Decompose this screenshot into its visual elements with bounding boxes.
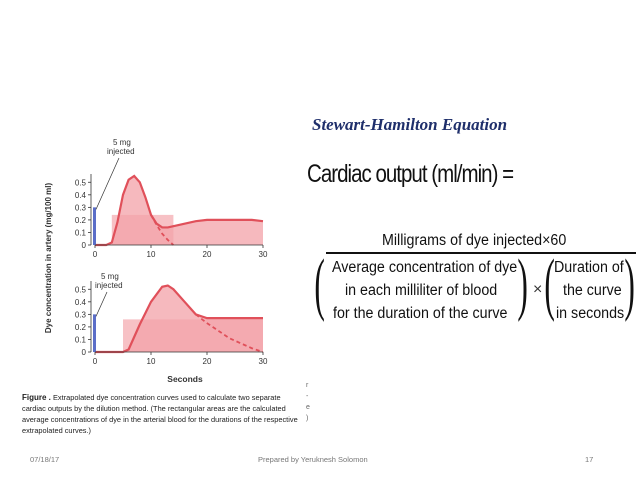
x-tick-label: 20 bbox=[202, 357, 212, 366]
slide-title: Stewart-Hamilton Equation bbox=[312, 115, 508, 134]
figure-caption bbox=[22, 392, 302, 436]
denominator-left-line-2: in each milliliter of blood bbox=[345, 282, 498, 299]
y-axis-label: Dye concentration in artery (mg/100 ml) bbox=[44, 182, 53, 334]
injected-annotation: injected bbox=[95, 281, 123, 290]
annotation-pointer bbox=[96, 158, 119, 209]
x-tick-label: 30 bbox=[258, 250, 268, 259]
equation-numerator bbox=[382, 232, 566, 250]
denominator-right-line-1: Duration of bbox=[554, 259, 624, 276]
injection-bar bbox=[93, 314, 96, 352]
y-tick-label: 0.3 bbox=[74, 310, 86, 320]
injection-bar bbox=[93, 207, 96, 245]
y-tick-label: 0 bbox=[81, 348, 86, 357]
injected-annotation: injected bbox=[107, 147, 135, 156]
panel-top bbox=[75, 138, 268, 259]
injected-annotation: 5 mg bbox=[101, 272, 119, 281]
right-paren-open: ( bbox=[544, 246, 555, 323]
x-tick-label: 10 bbox=[146, 250, 156, 259]
denominator-left-line-1: Average concentration of dye bbox=[332, 259, 518, 276]
injected-annotation: 5 mg bbox=[113, 138, 131, 147]
numerator-text: Milligrams of dye injected bbox=[382, 232, 543, 249]
y-tick-label: 0.2 bbox=[74, 322, 86, 332]
y-tick-label: 0.3 bbox=[74, 203, 86, 213]
fraction-line bbox=[326, 252, 636, 254]
x-tick-label: 30 bbox=[258, 357, 268, 366]
x-tick-label: 20 bbox=[202, 250, 212, 259]
left-paren-close: ) bbox=[517, 246, 528, 323]
y-tick-label: 0.5 bbox=[74, 285, 86, 295]
caption-text: Extrapolated dye concentration curves used to calculate two separate cardiac outputs by the dilution method. (The rectangular areas are the calculated average concentrations of dye in the arterial blood for the durations of the respective extrapolated curves.) bbox=[22, 393, 298, 435]
y-tick-label: 0.2 bbox=[74, 215, 86, 225]
x-tick-label: 10 bbox=[146, 357, 156, 366]
dye-curves-svg bbox=[15, 138, 305, 388]
side-marks: r - e ) bbox=[306, 382, 310, 422]
annotation-pointer bbox=[96, 292, 107, 316]
footer-author: Prepared by Yeruknesh Solomon bbox=[258, 455, 368, 464]
y-tick-label: 0.4 bbox=[74, 297, 86, 307]
times-sign: × bbox=[533, 281, 543, 298]
x-tick-label: 0 bbox=[92, 357, 98, 366]
y-tick-label: 0 bbox=[81, 241, 86, 250]
panel-bottom bbox=[75, 272, 268, 366]
right-paren-close: ) bbox=[624, 246, 635, 323]
y-tick-label: 0.1 bbox=[74, 228, 86, 238]
left-paren-open: ( bbox=[314, 246, 325, 323]
denominator-right-line-2: the curve bbox=[563, 282, 622, 299]
y-tick-label: 0.1 bbox=[74, 335, 86, 345]
times-sixty: ×60 bbox=[542, 232, 567, 249]
y-tick-label: 0.4 bbox=[74, 190, 86, 200]
x-tick-label: 0 bbox=[92, 250, 98, 259]
footer-date: 07/18/17 bbox=[30, 455, 60, 464]
caption-label: Figure . bbox=[22, 393, 51, 402]
denominator-left-line-3: for the duration of the curve bbox=[333, 305, 508, 322]
equation-lhs: Cardiac output (ml/min) = bbox=[307, 160, 514, 188]
denominator-right-line-3: in seconds bbox=[556, 305, 625, 322]
y-tick-label: 0.5 bbox=[74, 178, 86, 188]
x-axis-label: Seconds bbox=[167, 374, 203, 384]
footer-page: 17 bbox=[585, 455, 594, 464]
